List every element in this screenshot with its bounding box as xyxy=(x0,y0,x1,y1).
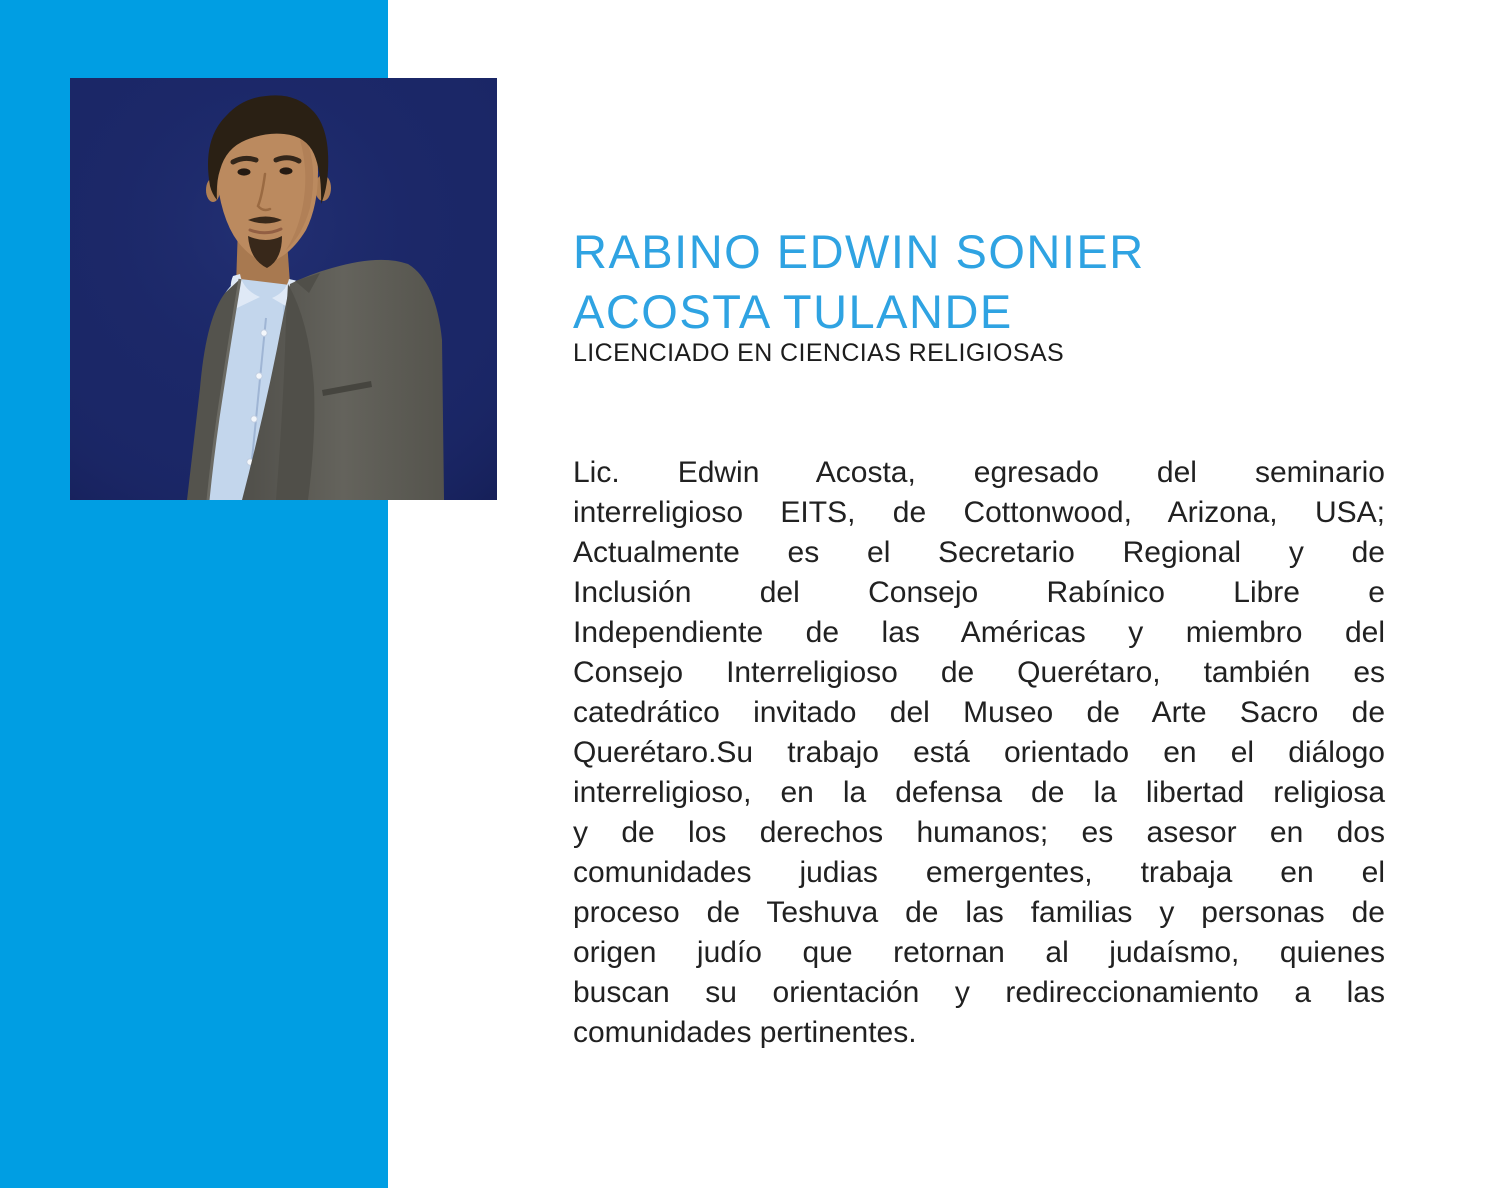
profile-name xyxy=(573,222,1433,342)
bio-line: Querétaro.Su trabajo está orientado en el diálogo xyxy=(573,736,1385,769)
bio-line: Inclusión del Consejo Rabínico Libre e xyxy=(573,576,1385,609)
bio-line: Consejo Interreligioso de Querétaro, también es xyxy=(573,656,1385,689)
profile-name-line1: RABINO EDWIN SONIER xyxy=(573,225,1145,278)
bio-line: y de los derechos humanos; es asesor en dos xyxy=(573,816,1385,849)
bio-paragraph xyxy=(573,453,1385,1053)
bio-line: comunidades judias emergentes, trabaja en el xyxy=(573,856,1385,889)
bio-line: catedrático invitado del Museo de Arte Sacro de xyxy=(573,696,1385,729)
profile-credential: LICENCIADO EN CIENCIAS RELIGIOSAS xyxy=(573,339,1065,367)
bio-line: Independiente de las Américas y miembro del xyxy=(573,616,1385,649)
bio-line: buscan su orientación y redireccionamiento a las xyxy=(573,976,1385,1009)
bio-line: Lic. Edwin Acosta, egresado del seminario xyxy=(573,456,1385,489)
portrait-illustration xyxy=(70,78,497,500)
bio-line: interreligioso, en la defensa de la libertad religiosa xyxy=(573,776,1385,809)
profile-name-line2: ACOSTA TULANDE xyxy=(573,285,1013,338)
bio-line: comunidades pertinentes. xyxy=(573,1016,917,1049)
bio-line: Actualmente es el Secretario Regional y de xyxy=(573,536,1385,569)
portrait-photo xyxy=(70,78,497,500)
bio-line: proceso de Teshuva de las familias y personas de xyxy=(573,896,1385,929)
bio-line: interreligioso EITS, de Cottonwood, Arizona, USA; xyxy=(573,496,1385,529)
bio-line: origen judío que retornan al judaísmo, quienes xyxy=(573,936,1385,969)
